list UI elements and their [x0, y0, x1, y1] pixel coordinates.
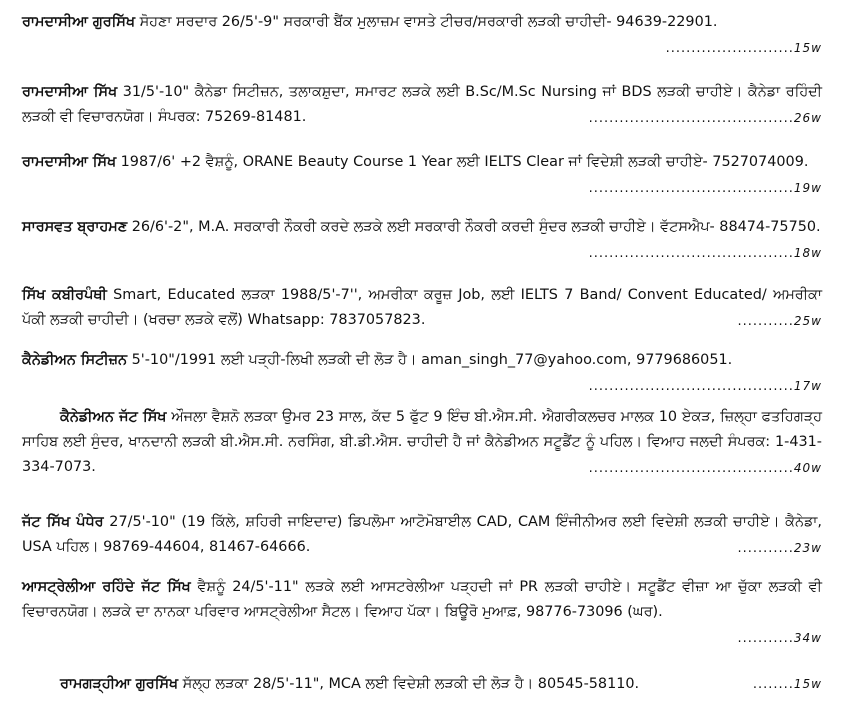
ad-5 — [22, 283, 822, 333]
ad-2 — [22, 80, 822, 130]
ad-text: ਸੱਲ੍ਹ ਲੜਕਾ 28/5'-11", MCA ਲਈ ਵਿਦੇਸ਼ੀ ਲੜਕੀ ਦੀ ਲੋੜ ਹੈ। 80545-58110. — [182, 676, 640, 692]
ad-code: ........................................19w — [588, 181, 822, 196]
ad-heading: ਰਾਮਦਾਸੀਆ ਸਿੱਖ — [22, 154, 117, 170]
ad-code: ........................................26w — [588, 111, 822, 126]
ad-6 — [22, 348, 822, 394]
ad-text: ਸੋਹਣਾ ਸਰਦਾਰ 26/5'-9" ਸਰਕਾਰੀ ਬੈਂਕ ਮੁਲਾਜ਼ਮ ਵਾਸਤੇ ਟੀਚਰ/ਸਰਕਾਰੀ ਲੜਕੀ ਚਾਹੀਦੀ- 94639-22901. — [139, 14, 718, 30]
ad-3 — [22, 150, 822, 196]
ad-7 — [22, 405, 822, 480]
ad-text: ਔਜਲਾ ਵੈਸ਼ਨੋ ਲੜਕਾ ਉਮਰ 23 ਸਾਲ, ਕੱਦ 5 ਫੁੱਟ 9 ਇੰਚ ਬੀ.ਐਸ.ਸੀ. ਐਗਰੀਕਲਚਰ ਮਾਲਕ 10 ਏਕੜ, ਜ਼ਿਲ੍ਹਾ ਫਤਹਿਗੜ੍ਹ ਸਾਹਿਬ ਲਈ ਸੁੰਦਰ, ਖਾਨਦਾਨੀ ਲੜਕੀ ਬੀ.ਐਸ.ਸੀ. ਨਰਸਿੰਗ, ਬੀ.ਡੀ.ਐਸ. ਚਾਹੀਦੀ ਹੈ ਜਾਂ ਕੈਨੇਡੀਅਨ ਸਟੂਡੈਂਟ ਨੂੰ ਪਹਿਲ। ਵਿਆਹ ਜਲਦੀ ਸੰਪਰਕ: 1-431-334-7073. — [22, 409, 822, 475]
ad-heading: ਸਿੱਖ ਕਬੀਰਪੰਥੀ — [22, 287, 107, 303]
ad-heading: ਰਾਮਦਾਸੀਆ ਸਿੱਖ — [22, 84, 118, 100]
ad-code: ........15w — [752, 677, 822, 692]
ad-text: 26/6'-2", M.A. ਸਰਕਾਰੀ ਨੌਕਰੀ ਕਰਦੇ ਲੜਕੇ ਲਈ ਸਰਕਾਰੀ ਨੌਕਰੀ ਕਰਦੀ ਸੁੰਦਰ ਲੜਕੀ ਚਾਹੀਏ। ਵੱਟਸਐਪ- 88474-75750. — [131, 219, 821, 235]
ad-text: ਵੈਸ਼ਨੂੰ 24/5'-11" ਲੜਕੇ ਲਈ ਆਸਟਰੇਲੀਆ ਪੜ੍ਹਦੀ ਜਾਂ PR ਲੜਕੀ ਚਾਹੀਏ। ਸਟੂਡੈਂਟ ਵੀਜ਼ਾ ਆ ਚੁੱਕਾ ਲੜਕੀ ਵੀ ਵਿਚਾਰਨਯੋਗ। ਲੜਕੇ ਦਾ ਨਾਨਕਾ ਪਰਿਵਾਰ ਆਸਟ੍ਰੇਲੀਆ ਸੈਟਲ। ਵਿਆਹ ਪੱਕਾ। ਬਿਊਰੋ ਮੁਆਫ਼, 98776-73096 (ਘਰ). — [22, 579, 822, 620]
ad-heading: ਕੈਨੇਡੀਅਨ ਸਿਟੀਜ਼ਨ — [22, 352, 128, 368]
ad-code: ........................................18w — [588, 246, 822, 261]
ad-text: 31/5'-10" ਕੈਨੇਡਾ ਸਿਟੀਜ਼ਨ, ਤਲਾਕਸ਼ੁਦਾ, ਸਮਾਰਟ ਲੜਕੇ ਲਈ B.Sc/M.Sc Nursing ਜਾਂ BDS ਲੜਕੀ ਚਾਹੀਏ। ਕੈਨੇਡਾ ਰਹਿੰਦੀ ਲੜਕੀ ਵੀ ਵਿਚਾਰਨਯੋਗ। ਸੰਪਰਕ: 75269-81481. — [22, 84, 823, 125]
ad-heading: ਆਸਟ੍ਰੇਲੀਆ ਰਹਿੰਦੇ ਜੱਟ ਸਿੱਖ — [22, 579, 191, 595]
ad-text: 1987/6' +2 ਵੈਸ਼ਨੂੰ, ORANE Beauty Course 1 Year ਲਈ IELTS Clear ਜਾਂ ਵਿਦੇਸ਼ੀ ਲੜਕੀ ਚਾਹੀਏ- 7527074009. — [120, 154, 809, 170]
ad-code: ...........23w — [737, 541, 822, 556]
ad-text: 5'-10"/1991 ਲਈ ਪੜ੍ਹੀ-ਲਿਖੀ ਲੜਕੀ ਦੀ ਲੋੜ ਹੈ। aman_singh_77@yahoo.com, 9779686051. — [131, 352, 733, 368]
ad-code: ........................................17w — [588, 379, 822, 394]
ad-heading: ਕੈਨੇਡੀਅਨ ਜੱਟ ਸਿੱਖ — [60, 409, 167, 425]
ad-code: ...........34w — [737, 631, 822, 646]
ad-code: .........................15w — [665, 41, 822, 56]
ad-10 — [22, 672, 822, 697]
ad-8 — [22, 510, 822, 560]
ad-heading: ਰਾਮਦਾਸੀਆ ਗੁਰਸਿੱਖ — [22, 14, 136, 30]
ad-heading: ਸਾਰਸਵਤ ਬ੍ਰਾਹਮਣ — [22, 219, 128, 235]
ad-heading: ਜੱਟ ਸਿੱਖ ਪੰਧੇਰ — [22, 514, 104, 530]
ad-9 — [22, 575, 822, 646]
ad-1 — [22, 10, 822, 56]
ad-heading: ਰਾਮਗੜ੍ਹੀਆ ਗੁਰਸਿੱਖ — [60, 676, 179, 692]
ad-4 — [22, 215, 822, 261]
ad-code: ...........25w — [737, 314, 822, 329]
ad-code: ........................................40w — [588, 461, 822, 476]
ad-text: Smart, Educated ਲੜਕਾ 1988/5'-7'', ਅਮਰੀਕਾ ਕਰੂਜ਼ Job, ਲਈ IELTS 7 Band/ Convent Educated/ ਅਮਰੀਕਾ ਪੱਕੀ ਲੜਕੀ ਚਾਹੀਦੀ। (ਖਰਚਾ ਲੜਕੇ ਵਲੋਂ) Whatsapp: 7837057823. — [22, 287, 822, 328]
ad-text: 27/5'-10" (19 ਕਿੱਲੇ, ਸ਼ਹਿਰੀ ਜਾਇਦਾਦ) ਡਿਪਲੋਮਾ ਆਟੋਮੋਬਾਈਲ CAD, CAM ਇੰਜੀਨੀਅਰ ਲਈ ਵਿਦੇਸ਼ੀ ਲੜਕੀ ਚਾਹੀਏ। ਕੈਨੇਡਾ, USA ਪਹਿਲ। 98769-44604, 81467-64666. — [22, 514, 822, 555]
